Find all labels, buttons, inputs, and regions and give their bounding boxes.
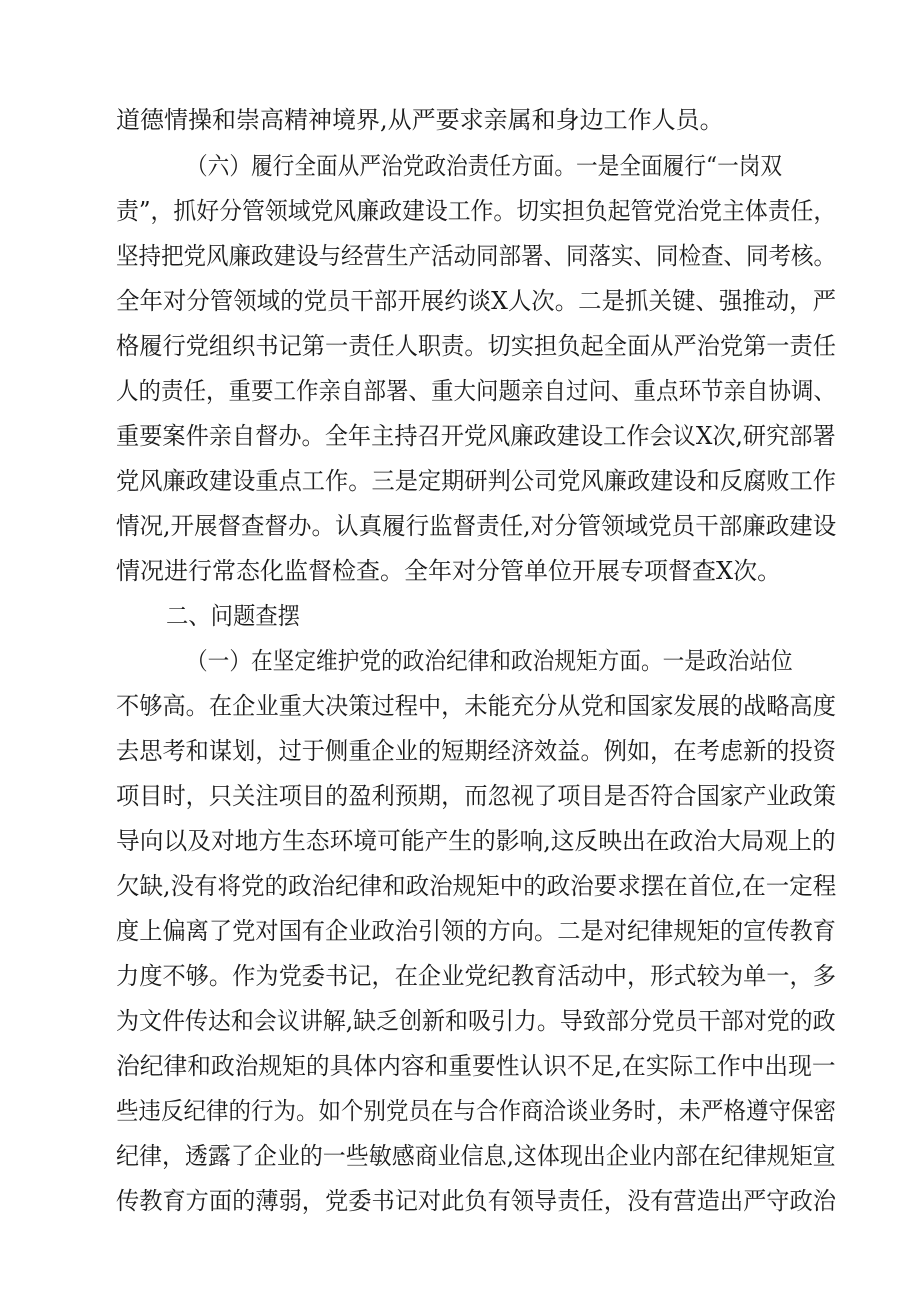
text-line: 格履行党组织书记第一责任人职责。切实担负起全面从严治党第一责任 xyxy=(116,332,836,360)
text-line: 治纪律和政治规矩的具体内容和重要性认识不足,在实际工作中出现一 xyxy=(116,1052,836,1080)
text-line: 导向以及对地方生态环境可能产生的影响,这反映出在政治大局观上的 xyxy=(116,827,836,855)
text-line: 重要案件亲自督办。全年主持召开党风廉政建设工作会议X次,研究部署 xyxy=(116,422,836,450)
section-heading: 二、问题查摆 xyxy=(166,602,301,630)
text-line: 人的责任，重要工作亲自部署、重大问题亲自过问、重点环节亲自协调、 xyxy=(116,377,836,405)
text-line: 度上偏离了党对国有企业政治引领的方向。二是对纪律规矩的宣传教育 xyxy=(116,917,836,945)
text-line: 道德情操和崇高精神境界,从严要求亲属和身边工作人员。 xyxy=(116,106,724,134)
text-line: 些违反纪律的行为。如个别党员在与合作商洽谈业务时，未严格遵守保密 xyxy=(116,1097,836,1125)
text-line: 力度不够。作为党委书记，在企业党纪教育活动中，形式较为单一，多 xyxy=(116,962,836,990)
text-line: 情况进行常态化监督检查。全年对分管单位开展专项督查X次。 xyxy=(116,557,782,585)
text-line: 责”，抓好分管领域党风廉政建设工作。切实担负起管党治党主体责任， xyxy=(116,197,837,225)
text-line: 欠缺,没有将党的政治纪律和政治规矩中的政治要求摆在首位,在一定程 xyxy=(116,872,837,900)
text-line: 项目时，只关注项目的盈利预期，而忽视了项目是否符合国家产业政策 xyxy=(116,782,836,810)
paragraph-heading-line: （六）履行全面从严治党政治责任方面。一是全面履行“一岗双 xyxy=(186,152,783,180)
text-line: 纪律，透露了企业的一些敏感商业信息,这体现出企业内部在纪律规矩宣 xyxy=(116,1142,836,1170)
text-line: 全年对分管领域的党员干部开展约谈X人次。二是抓关键、强推动，严 xyxy=(116,287,837,315)
text-line: 坚持把党风廉政建设与经营生产活动同部署、同落实、同检查、同考核。 xyxy=(116,242,836,270)
text-line: 不够高。在企业重大决策过程中，未能充分从党和国家发展的战略高度 xyxy=(116,692,836,720)
text-line: 情况,开展督查督办。认真履行监督责任,对分管领域党员干部廉政建设 xyxy=(116,512,837,540)
text-line: 为文件传达和会议讲解,缺乏创新和吸引力。导致部分党员干部对党的政 xyxy=(116,1007,836,1035)
text-line: 党风廉政建设重点工作。三是定期研判公司党风廉政建设和反腐败工作 xyxy=(116,467,836,495)
paragraph-heading-line: （一）在坚定维护党的政治纪律和政治规矩方面。一是政治站位 xyxy=(186,647,793,675)
text-line: 传教育方面的薄弱，党委书记对此负有领导责任，没有营造出严守政治 xyxy=(116,1187,836,1215)
text-line: 去思考和谋划，过于侧重企业的短期经济效益。例如，在考虑新的投资 xyxy=(116,737,836,765)
